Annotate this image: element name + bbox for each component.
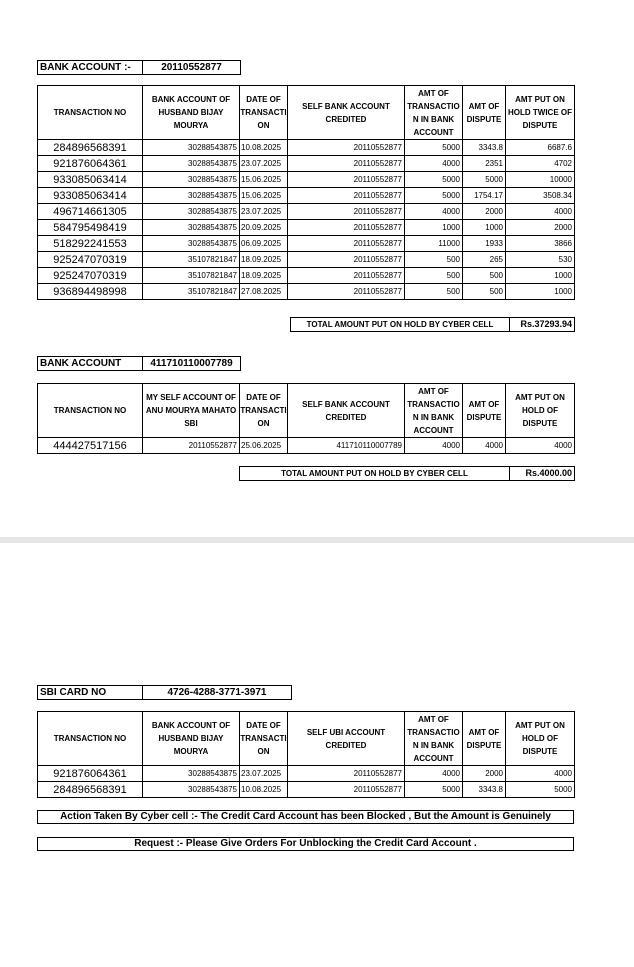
table-header-row: [38, 712, 575, 766]
hold-amount-cell: 4000: [506, 766, 575, 782]
bank-account-number: 20110552877: [161, 62, 222, 73]
credited-account-cell: 20110552877: [288, 284, 405, 300]
transactions-table-3: [37, 711, 575, 798]
transaction-amount-cell: 500: [405, 252, 463, 268]
transaction-no-cell: 933085063414: [38, 172, 143, 188]
credited-account-cell: 20110552877: [288, 140, 405, 156]
hold-amount-cell: 1000: [506, 284, 575, 300]
hold-amount-cell: 4000: [506, 204, 575, 220]
total-value: Rs.37293.94: [520, 319, 572, 329]
transaction-amount-cell: 5000: [405, 140, 463, 156]
dispute-amount-cell: 4000: [463, 438, 506, 454]
transaction-amount-cell: 4000: [405, 766, 463, 782]
table-row: [38, 284, 575, 300]
table-row: [38, 204, 575, 220]
transaction-no-cell: 284896568391: [38, 782, 143, 798]
date-cell: 27.08.2025: [240, 284, 288, 300]
bank-account-header: [37, 60, 241, 75]
source-account-cell: 35107821847: [143, 284, 240, 300]
transactions-table-2: [37, 383, 575, 454]
date-cell: 23.07.2025: [240, 204, 288, 220]
table-row: [38, 188, 575, 204]
bank-account-label: BANK ACCOUNT :-: [38, 61, 143, 74]
col-header: AMT OF DISPUTE: [463, 86, 506, 140]
source-account-cell: 20110552877: [143, 438, 240, 454]
transaction-no-cell: 925247070319: [38, 252, 143, 268]
col-header: AMT OF DISPUTE: [463, 384, 506, 438]
col-header: AMT OF DISPUTE: [463, 712, 506, 766]
table-row: [38, 766, 575, 782]
total-label: TOTAL AMOUNT PUT ON HOLD BY CYBER CELL: [291, 318, 510, 331]
credited-account-cell: 411710110007789: [288, 438, 405, 454]
date-cell: 10.08.2025: [240, 782, 288, 798]
credited-account-cell: 20110552877: [288, 252, 405, 268]
transactions-table-1: [37, 85, 575, 300]
source-account-cell: 35107821847: [143, 268, 240, 284]
dispute-amount-cell: 265: [463, 252, 506, 268]
dispute-amount-cell: 1933: [463, 236, 506, 252]
col-header: SELF BANK ACCOUNT CREDITED: [288, 384, 405, 438]
hold-amount-cell: 3508.34: [506, 188, 575, 204]
col-header: SELF BANK ACCOUNT CREDITED: [288, 86, 405, 140]
col-header: AMT OF TRANSACTIO N IN BANK ACCOUNT: [405, 712, 463, 766]
date-cell: 15.06.2025: [240, 172, 288, 188]
hold-amount-cell: 1000: [506, 268, 575, 284]
total-hold-box-1: [290, 317, 575, 332]
transaction-amount-cell: 11000: [405, 236, 463, 252]
transaction-amount-cell: 1000: [405, 220, 463, 236]
dispute-amount-cell: 500: [463, 284, 506, 300]
table-row: [38, 156, 575, 172]
col-header: TRANSACTION NO: [38, 712, 143, 766]
transaction-no-cell: 284896568391: [38, 140, 143, 156]
transaction-no-cell: 921876064361: [38, 156, 143, 172]
table-row: [38, 438, 575, 454]
table-row: [38, 252, 575, 268]
dispute-amount-cell: 500: [463, 268, 506, 284]
credited-account-cell: 20110552877: [288, 782, 405, 798]
table-header-row: [38, 86, 575, 140]
table-row: [38, 220, 575, 236]
source-account-cell: 35107821847: [143, 252, 240, 268]
credited-account-cell: 20110552877: [288, 766, 405, 782]
table-header-row: [38, 384, 575, 438]
table-row: [38, 782, 575, 798]
bank-account-label: BANK ACCOUNT: [38, 357, 143, 370]
bank-account-number: 411710110007789: [150, 358, 233, 369]
date-cell: 18.09.2025: [240, 252, 288, 268]
credited-account-cell: 20110552877: [288, 268, 405, 284]
date-cell: 23.07.2025: [240, 156, 288, 172]
total-label: TOTAL AMOUNT PUT ON HOLD BY CYBER CELL: [240, 467, 510, 480]
col-header: MY SELF ACCOUNT OF ANU MOURYA MAHATO SBI: [143, 384, 240, 438]
transaction-no-cell: 518292241553: [38, 236, 143, 252]
credited-account-cell: 20110552877: [288, 156, 405, 172]
transaction-amount-cell: 4000: [405, 156, 463, 172]
source-account-cell: 30288543875: [143, 156, 240, 172]
credited-account-cell: 20110552877: [288, 172, 405, 188]
card-number: 4726-4288-3771-3971: [167, 687, 267, 698]
table-row: [38, 236, 575, 252]
action-taken-note: Action Taken By Cyber cell :- The Credit Card Account has been Blocked , But the Amount is Genuinely: [37, 810, 574, 824]
source-account-cell: 30288543875: [143, 172, 240, 188]
dispute-amount-cell: 5000: [463, 172, 506, 188]
dispute-amount-cell: 3343.8: [463, 782, 506, 798]
transaction-no-cell: 496714661305: [38, 204, 143, 220]
source-account-cell: 30288543875: [143, 236, 240, 252]
table-row: [38, 140, 575, 156]
col-header: BANK ACCOUNT OF HUSBAND BIJAY MOURYA: [143, 86, 240, 140]
source-account-cell: 30288543875: [143, 220, 240, 236]
transaction-amount-cell: 4000: [405, 204, 463, 220]
date-cell: 15.06.2025: [240, 188, 288, 204]
dispute-amount-cell: 2000: [463, 766, 506, 782]
transaction-amount-cell: 4000: [405, 438, 463, 454]
transaction-amount-cell: 5000: [405, 172, 463, 188]
hold-amount-cell: 4000: [506, 438, 575, 454]
source-account-cell: 30288543875: [143, 140, 240, 156]
transaction-amount-cell: 5000: [405, 188, 463, 204]
dispute-amount-cell: 3343.8: [463, 140, 506, 156]
transaction-no-cell: 925247070319: [38, 268, 143, 284]
date-cell: 10.08.2025: [240, 140, 288, 156]
credited-account-cell: 20110552877: [288, 220, 405, 236]
date-cell: 06.09.2025: [240, 236, 288, 252]
credited-account-cell: 20110552877: [288, 204, 405, 220]
request-note: Request :- Please Give Orders For Unblocking the Credit Card Account .: [37, 837, 574, 851]
table-row: [38, 268, 575, 284]
dispute-amount-cell: 2351: [463, 156, 506, 172]
col-header: AMT PUT ON HOLD OF DISPUTE: [506, 384, 575, 438]
transaction-amount-cell: 500: [405, 268, 463, 284]
transaction-no-cell: 921876064361: [38, 766, 143, 782]
source-account-cell: 30288543875: [143, 782, 240, 798]
source-account-cell: 30288543875: [143, 188, 240, 204]
card-label: SBI CARD NO: [38, 686, 143, 699]
transaction-amount-cell: 5000: [405, 782, 463, 798]
card-number-header: [37, 685, 292, 700]
hold-amount-cell: 3866: [506, 236, 575, 252]
date-cell: 23.07.2025: [240, 766, 288, 782]
date-cell: 18.09.2025: [240, 268, 288, 284]
source-account-cell: 30288543875: [143, 766, 240, 782]
col-header: AMT PUT ON HOLD TWICE OF DISPUTE: [506, 86, 575, 140]
hold-amount-cell: 2000: [506, 220, 575, 236]
dispute-amount-cell: 1754.17: [463, 188, 506, 204]
col-header: SELF UBI ACCOUNT CREDITED: [288, 712, 405, 766]
hold-amount-cell: 530: [506, 252, 575, 268]
transaction-no-cell: 936894498998: [38, 284, 143, 300]
col-header: DATE OF TRANSACTI ON: [240, 712, 288, 766]
credited-account-cell: 20110552877: [288, 236, 405, 252]
transaction-no-cell: 584795498419: [38, 220, 143, 236]
bank-account-header: [37, 356, 241, 371]
transaction-amount-cell: 500: [405, 284, 463, 300]
total-hold-box-2: [239, 466, 575, 481]
hold-amount-cell: 10000: [506, 172, 575, 188]
transaction-no-cell: 444427517156: [38, 438, 143, 454]
col-header: AMT OF TRANSACTIO N IN BANK ACCOUNT: [405, 384, 463, 438]
col-header: TRANSACTION NO: [38, 384, 143, 438]
table-row: [38, 172, 575, 188]
hold-amount-cell: 4702: [506, 156, 575, 172]
dispute-amount-cell: 2000: [463, 204, 506, 220]
col-header: TRANSACTION NO: [38, 86, 143, 140]
hold-amount-cell: 5000: [506, 782, 575, 798]
date-cell: 25.06.2025: [240, 438, 288, 454]
col-header: AMT OF TRANSACTIO N IN BANK ACCOUNT: [405, 86, 463, 140]
date-cell: 20.09.2025: [240, 220, 288, 236]
col-header: DATE OF TRANSACTI ON: [240, 384, 288, 438]
transaction-no-cell: 933085063414: [38, 188, 143, 204]
credited-account-cell: 20110552877: [288, 188, 405, 204]
total-value: Rs.4000.00: [525, 468, 572, 478]
page-separator: [0, 537, 634, 543]
dispute-amount-cell: 1000: [463, 220, 506, 236]
col-header: AMT PUT ON HOLD OF DISPUTE: [506, 712, 575, 766]
source-account-cell: 30288543875: [143, 204, 240, 220]
col-header: BANK ACCOUNT OF HUSBAND BIJAY MOURYA: [143, 712, 240, 766]
hold-amount-cell: 6687.6: [506, 140, 575, 156]
col-header: DATE OF TRANSACTI ON: [240, 86, 288, 140]
